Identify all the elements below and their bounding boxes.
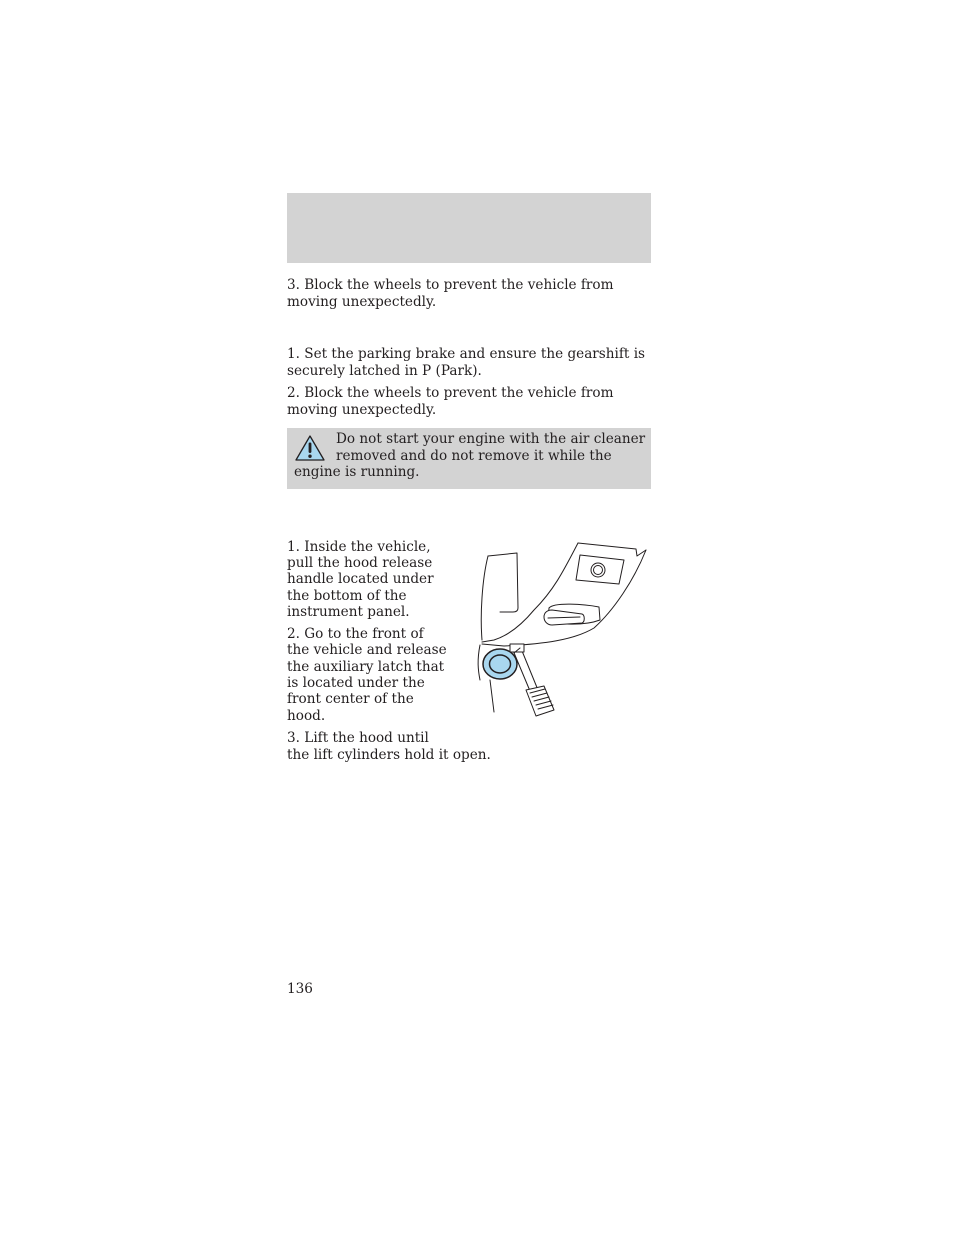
hood-step1-line2: pull the hood release (287, 555, 433, 571)
hood-step2-line2: the vehicle and release (287, 642, 447, 658)
warning-box (287, 428, 651, 489)
parking-step2-line1: 2. Block the wheels to prevent the vehicle from (287, 385, 614, 401)
hood-step3-line2: the lift cylinders hold it open. (287, 747, 491, 763)
warning-line3: engine is running. (294, 464, 420, 480)
hood-release-illustration (474, 540, 654, 722)
step3-line2: moving unexpectedly. (287, 294, 437, 310)
warning-triangle-icon (294, 434, 326, 462)
hood-step1-line3: handle located under (287, 571, 434, 587)
hood-step1-line4: the bottom of the (287, 588, 407, 604)
hood-step1-line1: 1. Inside the vehicle, (287, 539, 431, 555)
hood-step1-line5: instrument panel. (287, 604, 410, 620)
hood-step2-line5: front center of the (287, 691, 414, 707)
step3-line1: 3. Block the wheels to prevent the vehicle from (287, 277, 614, 293)
parking-step2-line2: moving unexpectedly. (287, 402, 437, 418)
hood-step2-line6: hood. (287, 708, 326, 724)
page-number: 136 (287, 981, 313, 997)
hood-step2-line4: is located under the (287, 675, 425, 691)
hood-step2-line3: the auxiliary latch that (287, 659, 445, 675)
section-header-bar (287, 193, 651, 263)
parking-step1-line2: securely latched in P (Park). (287, 363, 482, 379)
warning-line2: removed and do not remove it while the (336, 448, 612, 464)
warning-line1: Do not start your engine with the air cleaner (336, 431, 646, 447)
hood-step2-line1: 2. Go to the front of (287, 626, 424, 642)
parking-step1-line1: 1. Set the parking brake and ensure the gearshift is (287, 346, 646, 362)
hood-step3-line1: 3. Lift the hood until (287, 730, 429, 746)
